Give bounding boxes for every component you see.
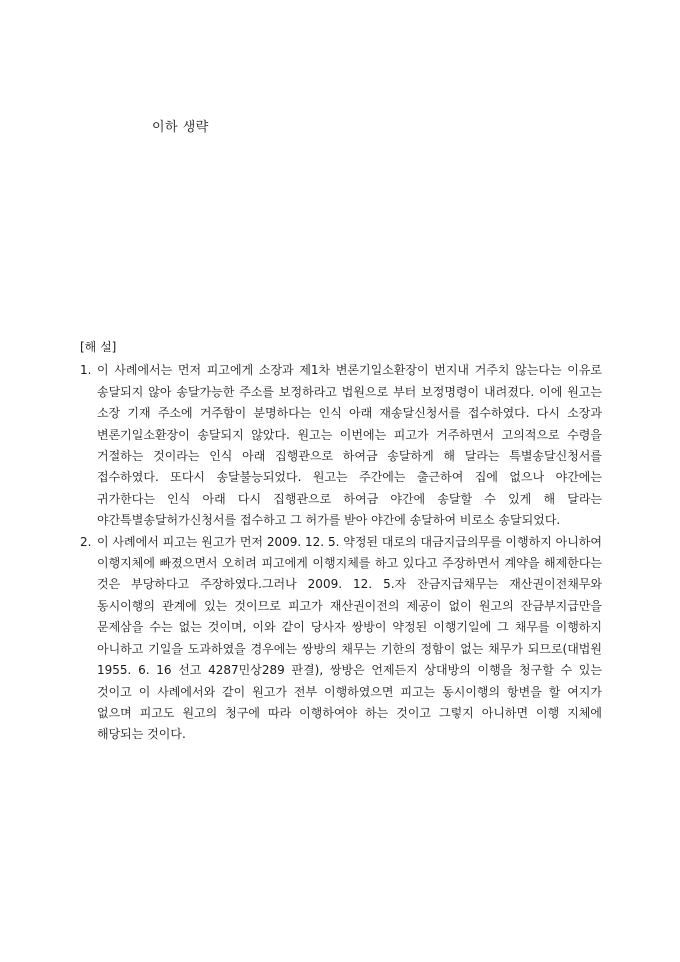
commentary-item-1 (80, 360, 602, 531)
commentary-item-2 (80, 532, 602, 746)
commentary-heading: [해 설] (80, 340, 117, 354)
item-text: 이 사례에서 피고는 원고가 먼저 2009. 12. 5. 약정된 대로의 대금지급의무를 이행하지 아니하여 이행지체에 빠졌으면서 오히려 피고에게 이행지체를 하고 있다고 주장하면서 계약을 해제한다는 것은 부당하다고 주장하였다.그러나 2009. 12. 5.자 잔금지급채무는 재산권이전채무와 동시이행의 관계에 있는 것이므로 피고가 재산권이전의 제공이 없이 원고의 잔금부지급만을 문제삼을 수는 없는 것이며, 이와 같이 당사자 쌍방이 약정된 이행기일에 그 채무를 이행하지 아니하고 기일을 도과하였을 경우에는 쌍방의 채무는 기한의 정함이 없는 채무가 되므로(대법원 1955. 6. 16 선고 4287민상289 판결), 쌍방은 언제든지 상대방의 이행을 청구할 수 있는 것이고 이 사례에서와 같이 원고가 전부 이행하였으면 피고는 동시이행의 항변을 할 여지가 없으며 피고도 원고의 청구에 따라 이행하여야 하는 것이고 그렇지 아니하면 이행 지체에 해당되는 것이다. (97, 534, 602, 742)
commentary-section (80, 337, 602, 746)
item-text: 이 사례에서는 먼저 피고에게 소장과 제1차 변론기일소환장이 번지내 거주치 않는다는 이유로 송달되지 않아 송달가능한 주소를 보정하라고 법원으로 부터 보정명령이 내려졌다. 이에 원고는 소장 기재 주소에 거주함이 분명하다는 인식 아래 재송달신청서를 접수하였다. 다시 소장과 변론기일소환장이 송달되지 않았다. 원고는 이번에는 피고가 거주하면서 고의적으로 수령을 거절하는 것이라는 인식 아래 집행관으로 하여금 송달하게 해 달라는 특별송달신청서를 접수하였다. 또다시 송달불능되었다. 원고는 주간에는 출근하여 집에 없으나 야간에는 귀가한다는 인식 아래 다시 집행관으로 하여금 야간에 송달할 수 있게 해 달라는 야간특별송달허가신청서를 접수하고 그 허가를 받아 야간에 송달하여 비로소 송달되었다. (97, 363, 602, 528)
omitted-note: 이하 생략 (152, 120, 209, 135)
item-number: 1. (80, 363, 92, 378)
item-number: 2. (80, 534, 92, 549)
